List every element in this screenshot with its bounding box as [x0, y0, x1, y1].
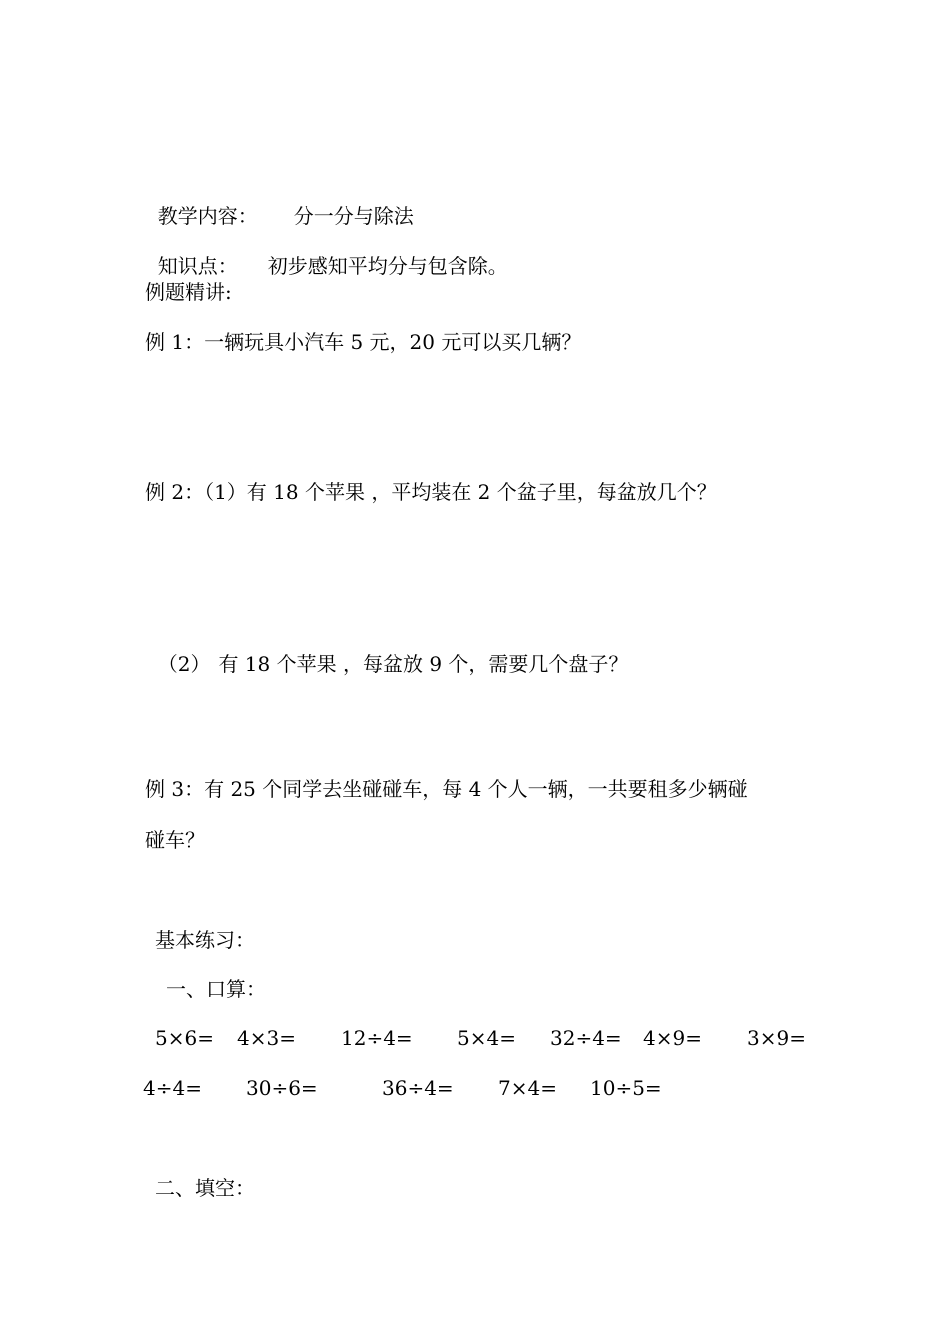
- examples-heading: 例题精讲:: [145, 280, 232, 304]
- content-label: 教学内容：: [157, 204, 258, 228]
- arithmetic-item: 4×9=: [643, 1026, 702, 1050]
- example-3-line-1: 例 3：有 25 个同学去坐碰碰车，每 4 个人一辆，一共要租多少辆碰: [145, 777, 748, 801]
- arithmetic-item: 30÷6=: [246, 1076, 318, 1100]
- section-2-title: 二、填空：: [155, 1176, 255, 1200]
- content-row: [145, 180, 414, 228]
- section-1-title: 一、口算：: [166, 977, 266, 1001]
- knowledge-label: 知识点：: [157, 254, 238, 278]
- content-value: 分一分与除法: [293, 204, 414, 228]
- example-2-part-2-number: （2）: [157, 652, 211, 676]
- arithmetic-item: 5×6=: [155, 1026, 214, 1050]
- arithmetic-item: 5×4=: [457, 1026, 516, 1050]
- arithmetic-item: 10÷5=: [590, 1076, 662, 1100]
- arithmetic-item: 7×4=: [498, 1076, 557, 1100]
- example-2-part-2: [145, 628, 628, 676]
- arithmetic-item: 3×9=: [747, 1026, 806, 1050]
- example-1: 例 1：一辆玩具小汽车 5 元，20 元可以买几辆？: [145, 330, 582, 354]
- example-2-part-2-text: 有 18 个苹果 ，每盆放 9 个，需要几个盘子？: [218, 652, 629, 676]
- knowledge-value: 初步感知平均分与包含除。: [267, 254, 508, 278]
- arithmetic-item: 4÷4=: [143, 1076, 202, 1100]
- arithmetic-item: 12÷4=: [341, 1026, 413, 1050]
- practice-heading: 基本练习：: [155, 928, 255, 952]
- arithmetic-item: 36÷4=: [382, 1076, 454, 1100]
- arithmetic-item: 32÷4=: [550, 1026, 622, 1050]
- example-2-part-1: 例 2：（1）有 18 个苹果 ，平均装在 2 个盆子里，每盆放几个？: [145, 480, 717, 504]
- knowledge-row: [145, 230, 508, 278]
- example-3-line-2: 碰车？: [145, 828, 205, 852]
- arithmetic-item: 4×3=: [237, 1026, 296, 1050]
